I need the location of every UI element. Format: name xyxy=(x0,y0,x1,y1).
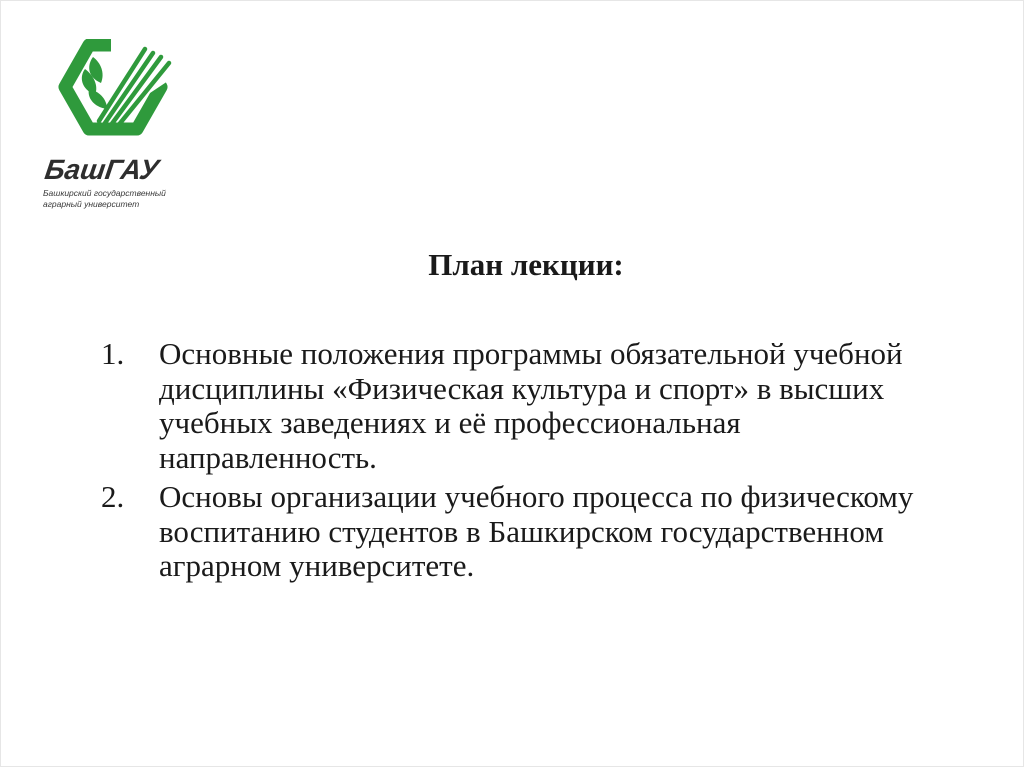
slide-title: План лекции: xyxy=(428,247,624,282)
list-item-number: 2. xyxy=(101,479,125,514)
logo-subtitle-line2: аграрный университет xyxy=(43,199,140,209)
list-item xyxy=(101,480,961,584)
logo-wordmark: БашГАУ xyxy=(42,154,161,185)
wheat-hexagon-logo-icon xyxy=(41,39,181,154)
list-item-text: Основные положения программы обязательной учебной дисциплины «Физическая культура и спорт» в высших учебных заведениях и её профессиональная направленность. xyxy=(159,336,903,475)
list-item-text: Основы организации учебного процесса по физическому воспитанию студентов в Башкирском государственном аграрном университете. xyxy=(159,479,914,583)
list-item-number: 1. xyxy=(101,336,125,371)
list-item xyxy=(101,337,961,475)
lecture-plan-list xyxy=(101,337,961,584)
logo-subtitle xyxy=(43,188,166,210)
logo-subtitle-line1: Башкирский государственный xyxy=(43,188,166,198)
university-logo xyxy=(41,39,181,214)
